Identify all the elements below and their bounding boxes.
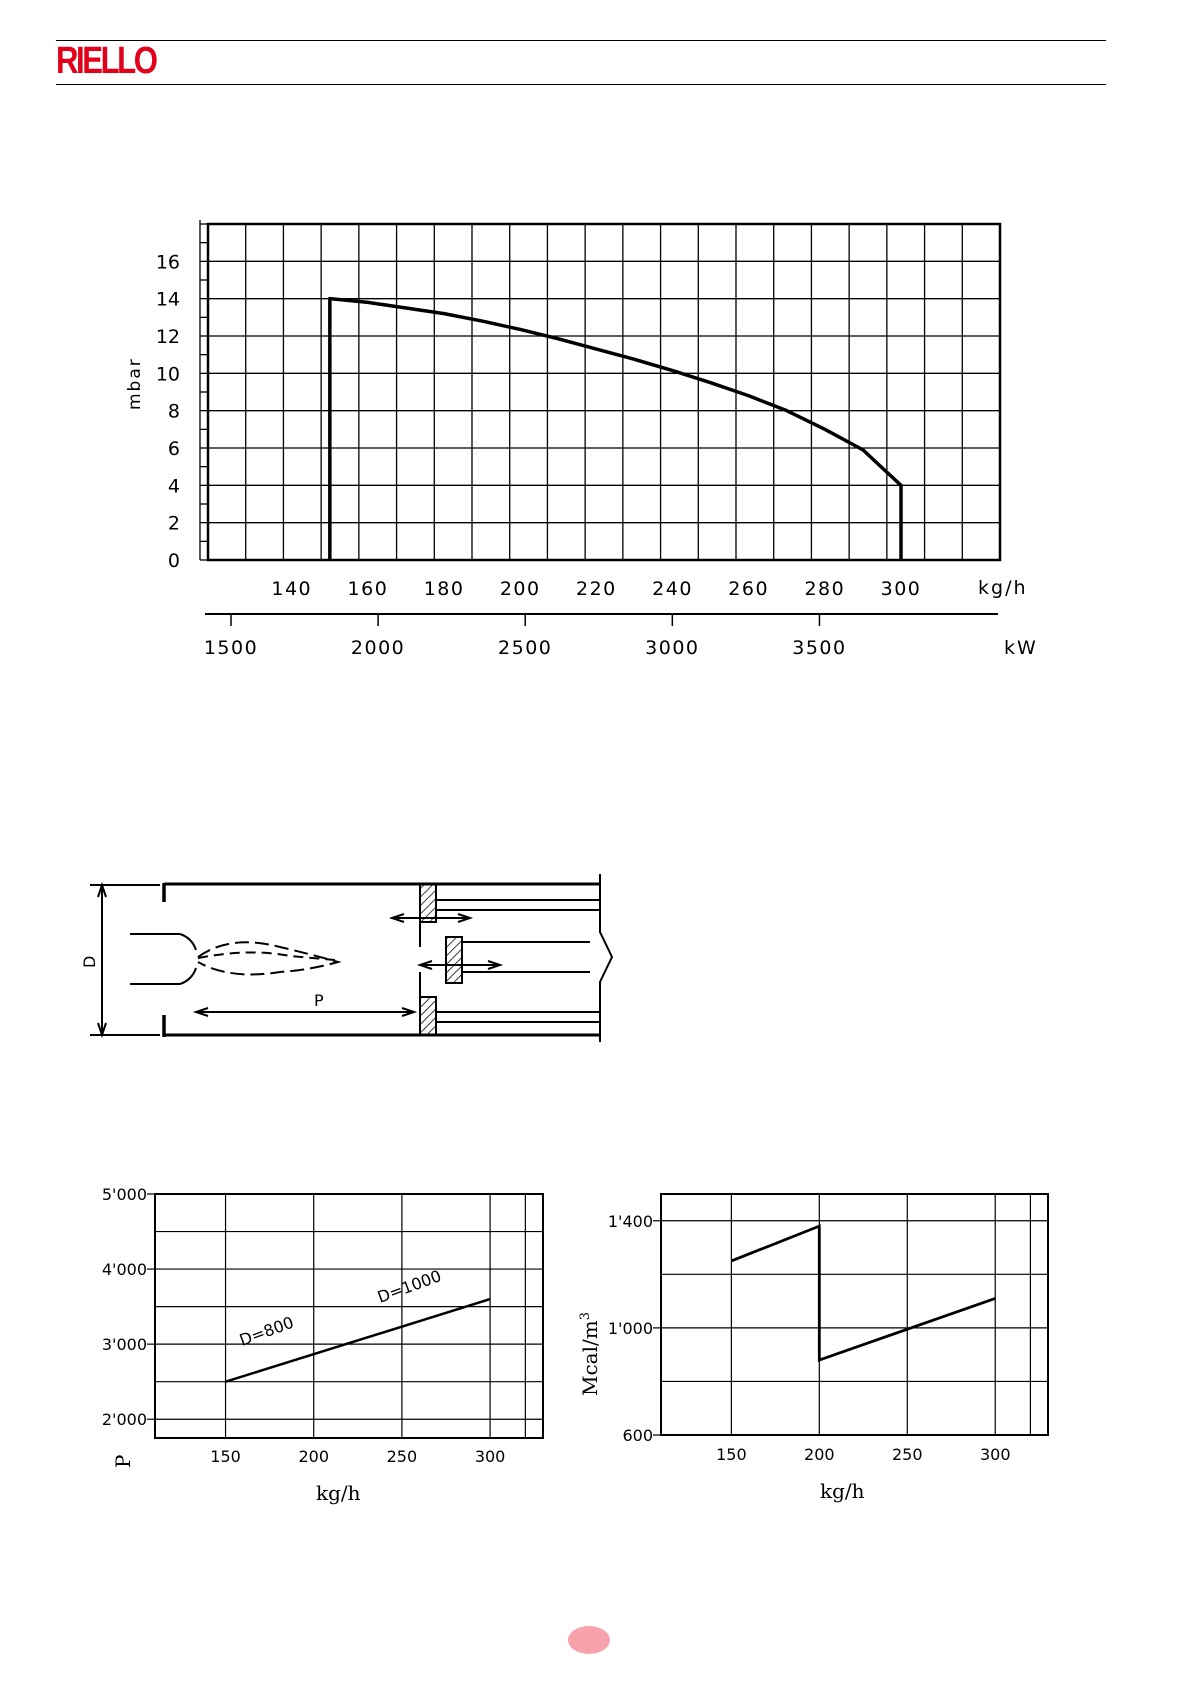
chart1-y-tick-label: 4 — [167, 475, 180, 498]
chart1-series — [330, 299, 901, 560]
chart1-x-tick-label: 260 — [728, 578, 770, 600]
diagram-label-p: P — [314, 991, 324, 1010]
chart2-y-tick-label: 5'000 — [101, 1185, 147, 1204]
chart3-x-tick-label: 150 — [716, 1445, 747, 1464]
chart3-y-tick-label: 600 — [622, 1426, 653, 1445]
chart3-x-label: kg/h — [820, 1479, 865, 1503]
chart1-kw-tick-label: 1500 — [203, 637, 259, 659]
chart1-x-tick-label: 160 — [347, 578, 389, 600]
chart1-y-tick-label: 12 — [155, 326, 180, 348]
chart1-x-tick-label: 240 — [652, 578, 693, 600]
chart1-x-tick-label: 300 — [880, 578, 922, 600]
chart1-y-label: mbar — [125, 357, 145, 410]
chart3-frame — [661, 1194, 1048, 1435]
chart3-y-label-text: Mcal/m — [578, 1320, 602, 1396]
chart1-y-tick-label: 16 — [155, 251, 180, 274]
combustion-chamber-diagram — [80, 872, 700, 1052]
page-number-marker — [568, 1626, 610, 1654]
chart3-y-tick-label: 1'000 — [607, 1318, 653, 1338]
chart1-kw-tick-label: 2500 — [498, 637, 553, 659]
chart2-x-tick-label: 300 — [474, 1447, 506, 1466]
chart2-x-tick-label: 250 — [386, 1447, 418, 1466]
chart2-annotation-d800: D=800 — [236, 1312, 297, 1350]
chart1-kw-tick-label: 3000 — [645, 637, 700, 659]
chart1-y-tick-label: 14 — [155, 288, 180, 311]
heat-output-chart — [0, 1180, 1100, 1503]
chart2-y-tick-label: 2'000 — [101, 1410, 147, 1430]
chart2-y-tick-label: 4'000 — [101, 1260, 147, 1280]
chart1-x-unit: kg/h — [978, 577, 1028, 599]
chart2-x-tick-label: 200 — [298, 1447, 330, 1466]
chart2-y-tick-label: 3'000 — [101, 1335, 147, 1355]
chart3-y-label — [578, 1312, 602, 1396]
chart1-x-tick-label: 180 — [423, 578, 465, 600]
chart2-x-tick-label: 150 — [210, 1447, 241, 1466]
chart1-series-line — [330, 299, 901, 560]
chart1-grid — [208, 224, 1000, 560]
chart1-kw-tick-label: 2000 — [350, 637, 406, 659]
chart1-y-ticks — [156, 220, 207, 572]
chart2-annotation-d1000: D=1000 — [374, 1266, 444, 1307]
chart1-x-tick-label: 220 — [576, 578, 617, 600]
chart3-x-tick-label: 250 — [891, 1445, 923, 1464]
chart1-x-tick-label: 280 — [804, 578, 846, 600]
chart3-x-tick-label: 200 — [804, 1445, 835, 1464]
chart1-frame — [208, 224, 1000, 560]
chart1-y-tick-label: 0 — [167, 550, 180, 572]
chart1-x-tick-label: 200 — [499, 578, 541, 600]
brand-logo: RIELLO — [56, 40, 156, 82]
chart1-y-tick-label: 8 — [167, 400, 180, 423]
chart2-x-label: kg/h — [316, 1481, 361, 1505]
chart1-y-tick-label: 10 — [155, 363, 180, 386]
chart3-series-line — [731, 1226, 995, 1360]
chart1-kw-unit: kW — [1004, 637, 1038, 659]
chart1-kw-tick-label: 3500 — [792, 637, 847, 659]
chart1-x-ticks — [271, 578, 921, 600]
pressure-curve-chart — [0, 0, 1191, 700]
chart1-y-tick-label: 6 — [167, 438, 180, 460]
chart3-y-label-sup: 3 — [578, 1312, 593, 1321]
chart2-y-label: P — [111, 1454, 135, 1468]
chart1-y-tick-label: 2 — [167, 512, 180, 535]
chart3-y-tick-label: 1'400 — [607, 1211, 653, 1231]
chart1-x-tick-label: 140 — [271, 578, 313, 600]
diagram-label-d: D — [80, 955, 99, 968]
chart1-kw-ticks — [204, 614, 998, 659]
chart3-x-tick-label: 300 — [979, 1445, 1011, 1464]
